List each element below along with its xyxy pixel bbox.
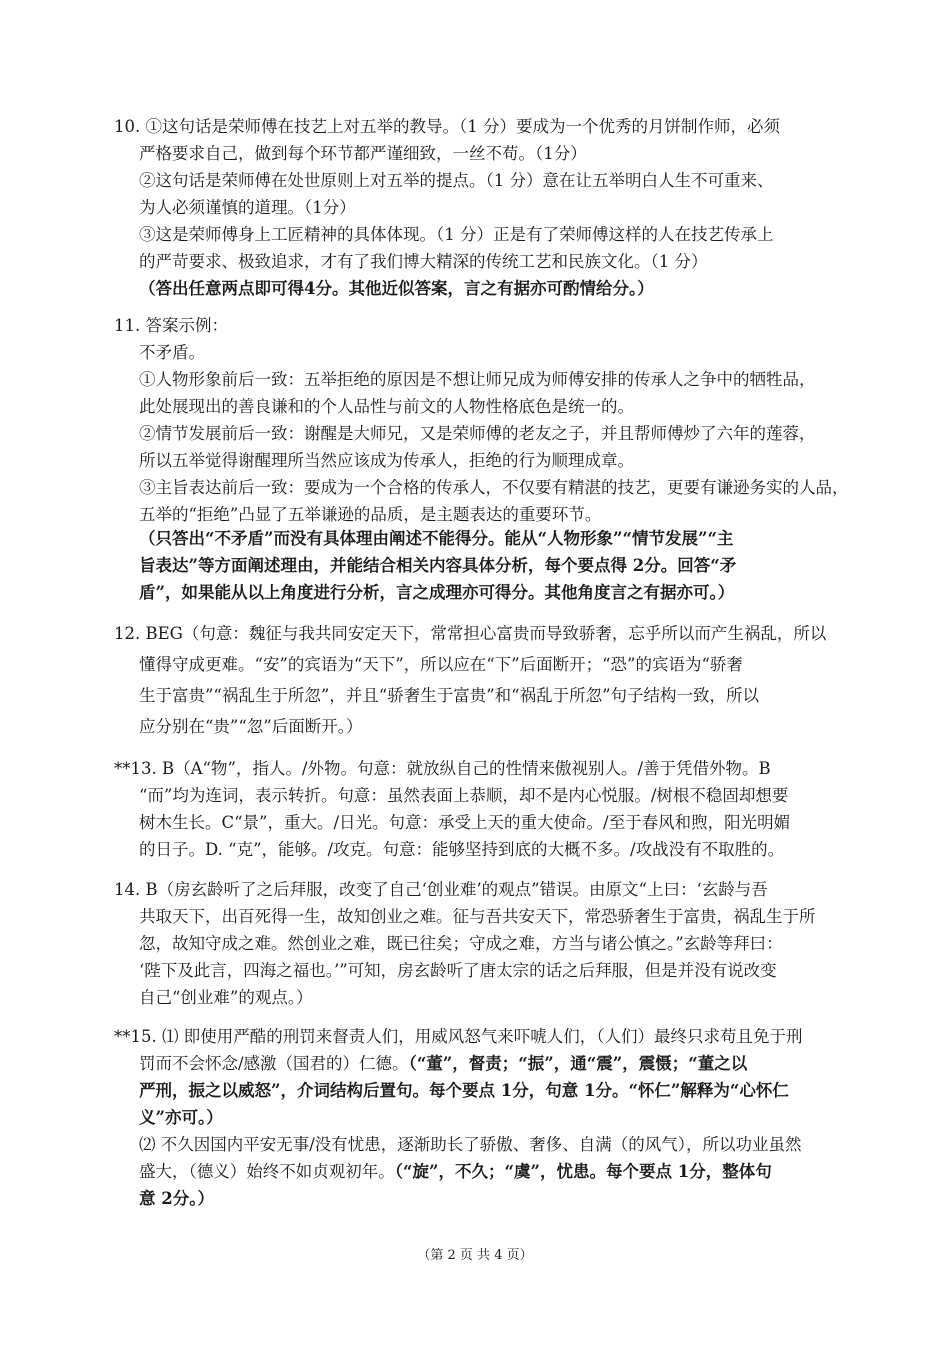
q10-line: ②这句话是荣师傅在处世原则上对五举的提点。（1 分）意在让五举明白人生不可重来、 bbox=[139, 171, 774, 190]
q15-scoring-note: （“董”，督责；“振”，通“震”，震慑；“董之以 bbox=[408, 1054, 748, 1073]
q14-line: 14. B（房玄龄听了之后拜服，改变了自己‘创业难’的观点”错误。由原文“上曰：‘玄龄与吾 bbox=[114, 880, 768, 899]
q14-line: ‘陛下及此言，四海之福也。’”可知，房玄龄听了唐太宗的话之后拜服，但是并没有说改变 bbox=[139, 961, 777, 980]
q11-scoring-note: 旨表达”等方面阐述理由，并能结合相关内容具体分析，每个要点得 2分。回答“矛 bbox=[139, 556, 737, 575]
q11-line: 不矛盾。 bbox=[139, 343, 205, 362]
q11-line: ②情节发展前后一致：谢醒是大师兄，又是荣师傅的老友之子，并且帮师傅炒了六年的莲蓉， bbox=[139, 424, 816, 443]
q11-line: 五举的“拒绝”凸显了五举谦逊的品质，是主题表达的重要环节。 bbox=[139, 505, 602, 524]
q10-scoring-note: （答出任意两点即可得4分。其他近似答案，言之有据亦可酌情给分。） bbox=[139, 279, 654, 298]
q14-line: 共取天下，出百死得一生，故知创业之难。征与吾共安天下，常恐骄奢生于富贵，祸乱生于所 bbox=[139, 907, 816, 926]
q15-line bbox=[139, 1053, 747, 1075]
q13-line: 树木生长。C“景”，重大。/日光。句意：承受上天的重大使命。/至于春风和煦，阳光明媚 bbox=[139, 813, 791, 832]
q11-line: 此处展现出的善良谦和的个人品性与前文的人物性格底色是统一的。 bbox=[139, 397, 634, 416]
q10-line: 的严苛要求、极致追求，才有了我们博大精深的传统工艺和民族文化。（1 分） bbox=[139, 252, 708, 271]
q15-translation-end: 盛大，（德义）始终不如贞观初年。 bbox=[139, 1162, 395, 1181]
q10-line: 10. ①这句话是荣师傅在技艺上对五举的教导。（1 分）要成为一个优秀的月饼制作师，必须 bbox=[114, 117, 780, 136]
q15-line: **15. ⑴ 即使用严酷的刑罚来督责人们，用威风怒气来吓唬人们，（人们）最终只求苟且免于刑 bbox=[114, 1027, 803, 1046]
q10-line: ③这是荣师傅身上工匠精神的具体体现。（1 分）正是有了荣师傅这样的人在技艺传承上 bbox=[139, 225, 774, 244]
q14-line: 忽，故知守成之难。然创业之难，既已往矣；守成之难，方当与诸公慎之。”玄龄等拜曰： bbox=[139, 934, 783, 953]
q15-line: ⑵ 不久因国内平安无事/没有忧患，逐渐助长了骄傲、奢侈、自满（的风气），所以功业虽然 bbox=[139, 1135, 802, 1154]
q12-line: 生于富贵”“祸乱生于所忽”，并且“骄奢生于富贵”和“祸乱于所忽”句子结构一致，所以 bbox=[139, 686, 760, 705]
q10-line: 严格要求自己，做到每个环节都严谨细致，一丝不苟。（1分） bbox=[139, 144, 587, 163]
q15-scoring-note: 义”亦可。） bbox=[139, 1108, 223, 1127]
q11-line: 11. 答案示例： bbox=[114, 316, 228, 335]
q13-line: 的日子。D. “克”，能够。/攻克。句意：能够坚持到底的大概不多。/攻战没有不取胜的。 bbox=[139, 840, 785, 859]
q11-scoring-note: （只答出“不矛盾”而没有具体理由阐述不能得分。能从“人物形象”“情节发展”“主 bbox=[139, 529, 734, 548]
q11-line: ①人物形象前后一致：五举拒绝的原因是不想让师兄成为师傅安排的传承人之争中的牺牲品， bbox=[139, 370, 816, 389]
q15-scoring-note: 意 2分。） bbox=[139, 1189, 214, 1208]
q12-line: 懂得守成更难。“安”的宾语为“天下”，所以应在“下”后面断开；“恐”的宾语为“骄奢 bbox=[139, 655, 743, 674]
q11-line: 所以五举觉得谢醒理所当然应该成为传承人，拒绝的行为顺理成章。 bbox=[139, 451, 634, 470]
q15-scoring-note: 严刑，振之以威怒”，介词结构后置句。每个要点 1分，句意 1分。“怀仁”解释为“心怀仁 bbox=[139, 1081, 789, 1100]
q15-translation-end: 罚而不会怀念/感激（国君的）仁德。 bbox=[139, 1054, 409, 1073]
q12-line: 12. BEG（句意：魏征与我共同安定天下，常常担心富贵而导致骄奢，忘乎所以而产生祸乱，所以 bbox=[114, 624, 827, 643]
q11-line: ③主旨表达前后一致：要成为一个合格的传承人，不仅要有精湛的技艺，更要有谦逊务实的人品， bbox=[139, 478, 849, 497]
q15-scoring-note: （“旋”，不久；“虞”，忧患。每个要点 1分，整体句 bbox=[394, 1162, 772, 1181]
q14-line: 自己“创业难”的观点。） bbox=[139, 988, 313, 1007]
q11-scoring-note: 盾”，如果能从以上角度进行分析，言之成理亦可得分。其他角度言之有据亦可。） bbox=[139, 583, 735, 602]
q15-line bbox=[139, 1161, 772, 1183]
q13-line: “而”均为连词，表示转折。句意：虽然表面上恭顺，却不是内心悦服。/树根不稳固却想要 bbox=[139, 786, 789, 805]
q10-line: 为人必须谨慎的道理。（1分） bbox=[139, 198, 356, 217]
q13-line: **13. B（A“物”，指人。/外物。句意：就放纵自己的性情来傲视别人。/善于凭借外物。B bbox=[114, 759, 771, 778]
q12-line: 应分别在“贵”“忽”后面断开。） bbox=[139, 717, 363, 736]
page-footer: （第 2 页 共 4 页） bbox=[417, 1248, 533, 1263]
